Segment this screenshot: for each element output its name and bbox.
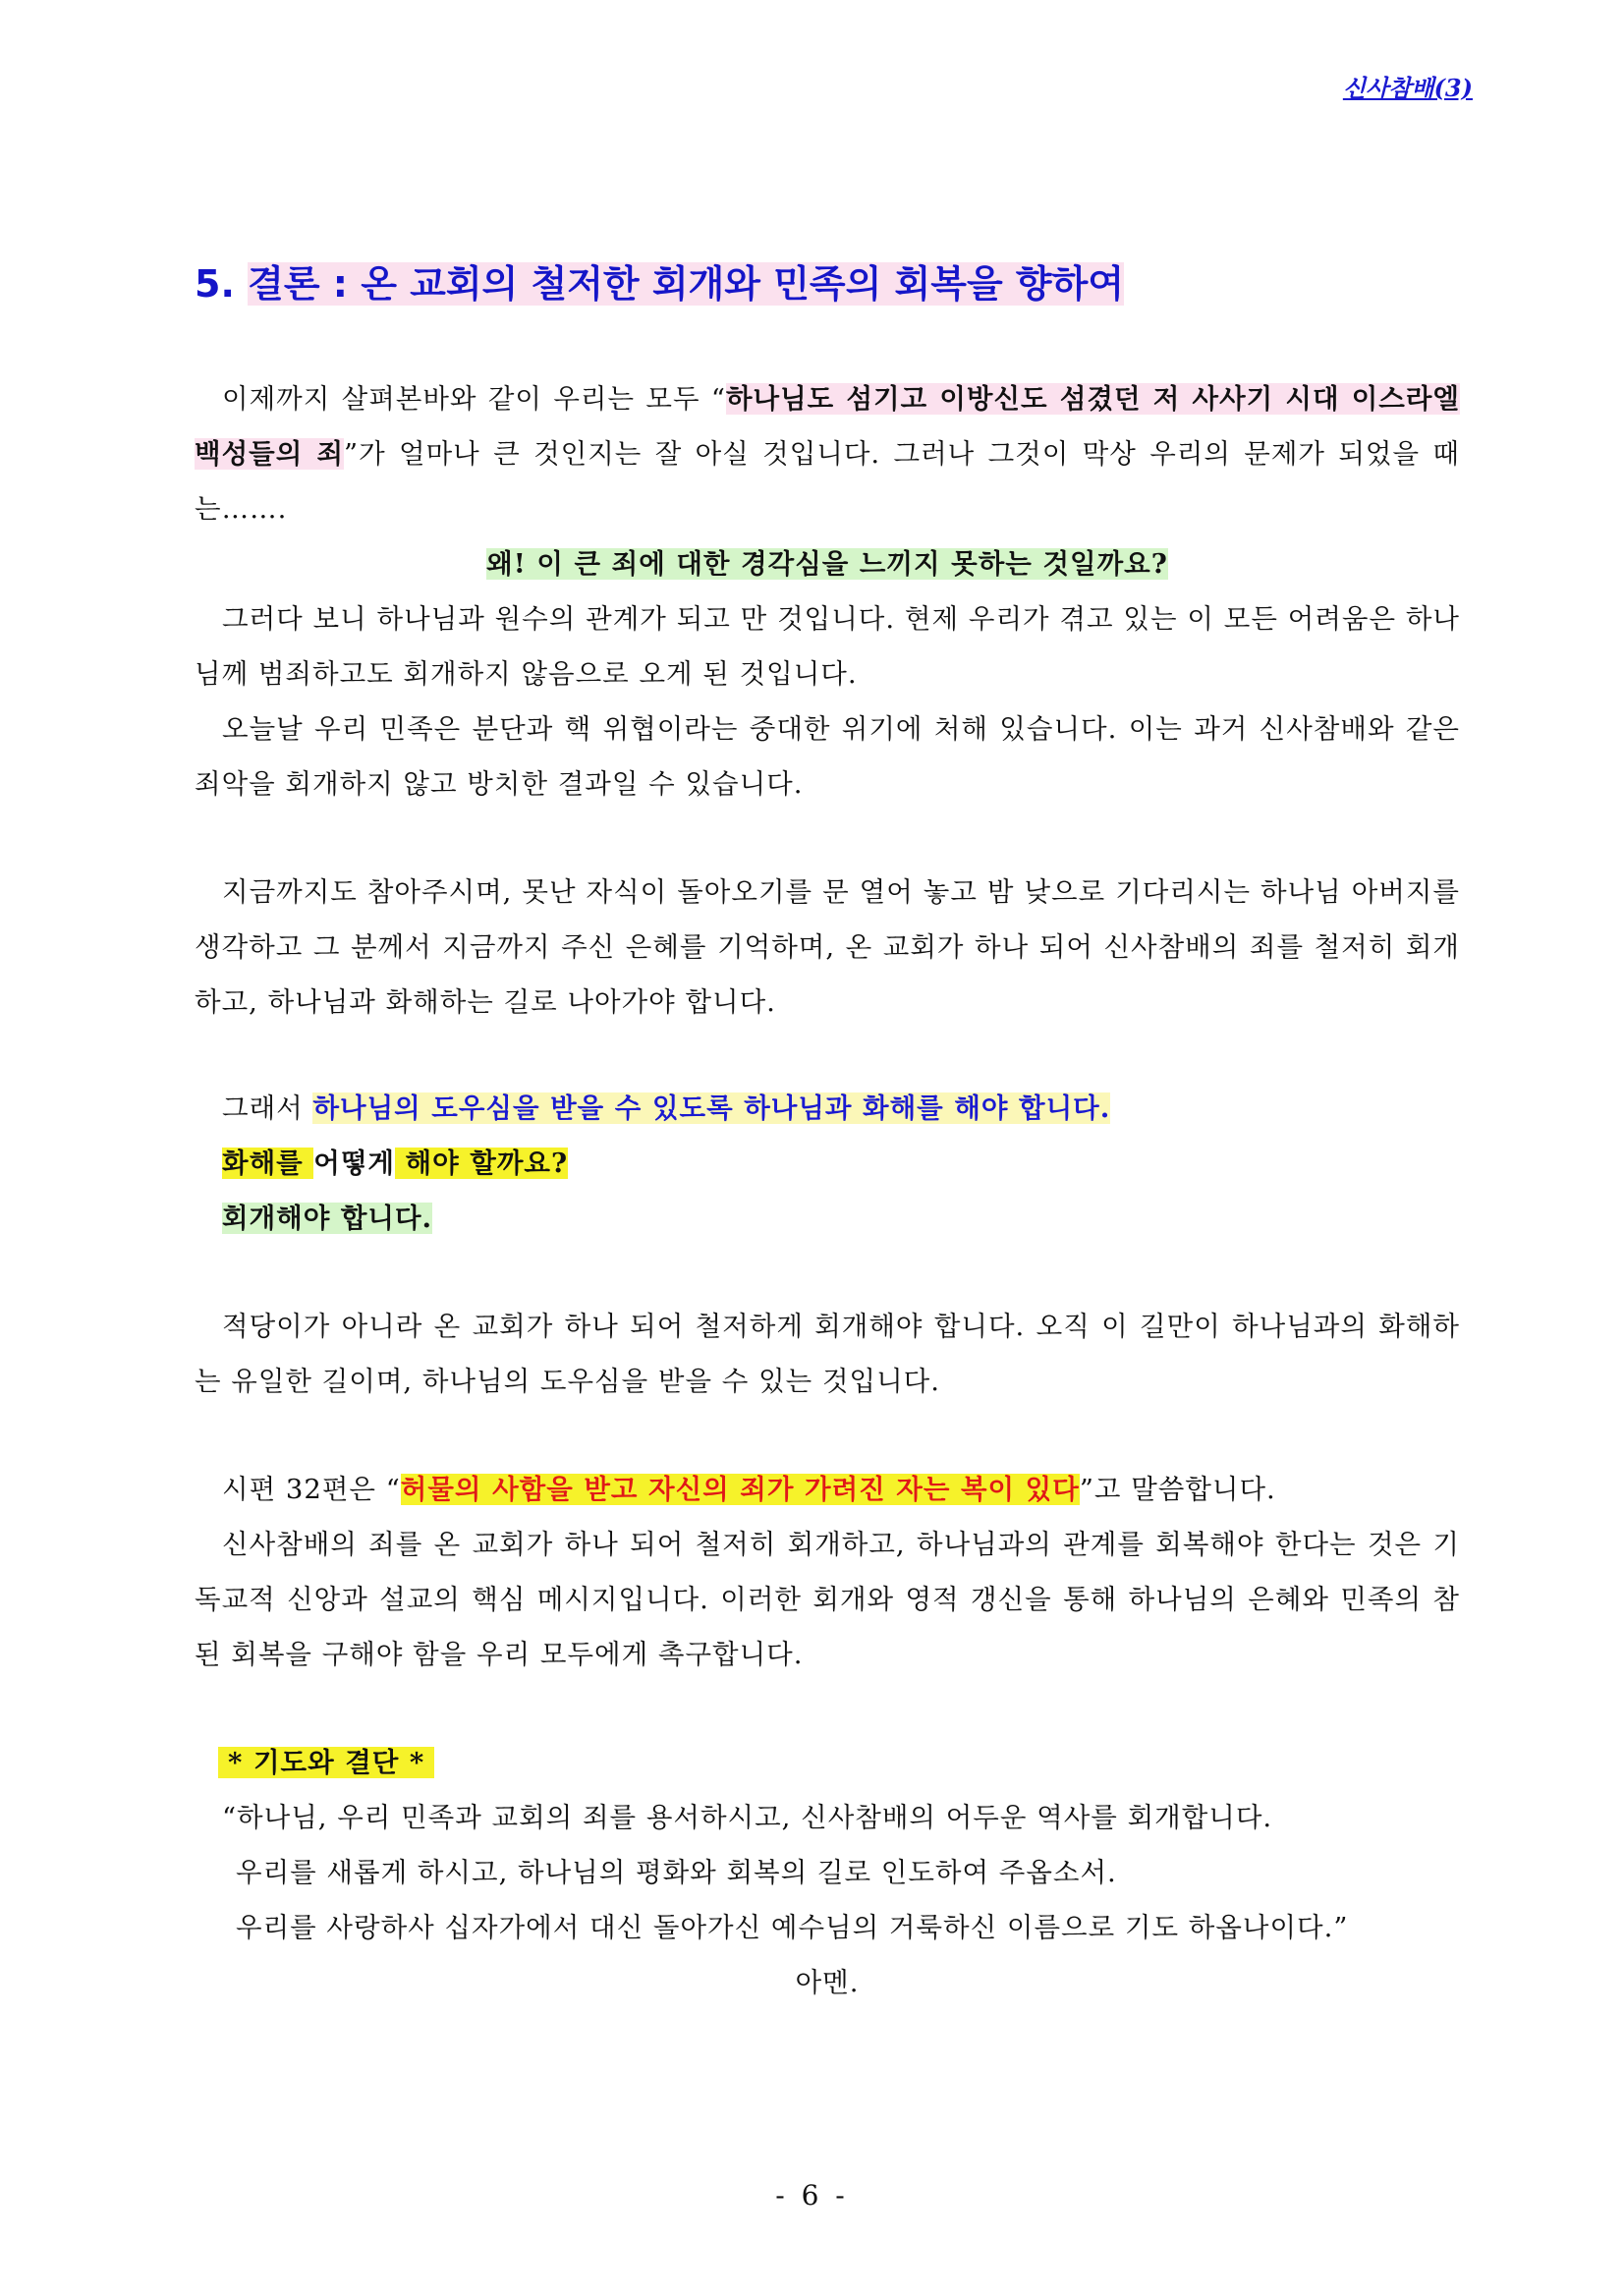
psalm-lead: 시편 32편은 “ [222,1474,401,1505]
running-header: 신사참배(3) [1342,74,1473,102]
section-number: 5. [195,262,235,306]
reconcile-highlight: 하나님의 도우심을 받을 수 있도록 하나님과 화해를 해야 합니다. [312,1092,1111,1124]
psalm-quote-highlight: 허물의 사함을 받고 자신의 죄가 가려진 자는 복이 있다 [400,1474,1080,1505]
amen-line: 아멘. [795,1967,860,1998]
section-heading [195,253,1124,308]
paragraph-crisis: 오늘날 우리 민족은 분단과 핵 위협이라는 중대한 위기에 처해 있습니다. 이는 과거 신사참배와 같은 죄악을 회개하지 않고 방치한 결과일 수 있습니다. [195,713,1460,800]
prayer-heading-line [218,1735,434,1790]
reconcile-line [222,1081,1110,1136]
paragraph-repentance: 지금까지도 참아주시며, 못난 자식이 돌아오기를 문 열어 놓고 밤 낮으로 기다리시는 하나님 아버지를 생각하고 그 분께서 지금까지 주신 은혜를 기억하며, 온 교회가 하나 되어 신사참배의 죄를 철저히 회개하고, 하나님과 화해하는 길로 나아가야 합니다. [195,876,1460,1018]
how-question-part-c: 해야 할까요? [394,1148,569,1179]
paragraph-conclusion: 신사참배의 죄를 온 교회가 하나 되어 철저히 회개하고, 하나님과의 관계를 회복해야 한다는 것은 기독교적 신앙과 설교의 핵심 메시지입니다. 이러한 회개와 영적 갱신을 통해 하나님의 은혜와 민족의 참된 회복을 구해야 함을 우리 모두에게 촉구합니다. [195,1529,1460,1670]
prayer-line-3: 우리를 사랑하사 십자가에서 대신 돌아가신 예수님의 거룩하신 이름으로 기도 하옵나이다.” [236,1912,1349,1943]
question-line [195,536,1460,591]
section-title-text: 결론 : 온 교회의 철저한 회개와 민족의 회복을 향하여 [248,262,1125,306]
intro-quote-highlight: 하나님도 섬기고 이방신도 섬겼던 저 사사기 시대 이스라엘 백성들의 죄 [195,383,1460,470]
paragraph-thorough: 적당이가 아니라 온 교회가 하나 되어 철저하게 회개해야 합니다. 오직 이 길만이 하나님과의 화해하는 유일한 길이며, 하나님의 도우심을 받을 수 있는 것입니다. [195,1311,1460,1397]
psalm-line [222,1462,1276,1517]
prayer-line-2: 우리를 새롭게 하시고, 하나님의 평화와 회복의 길로 인도하여 주옵소서. [236,1857,1117,1888]
intro-tail: ”가 얼마나 큰 것인지는 잘 아실 것입니다. 그러나 그것이 막상 우리의 문제가 되었을 때는……. [195,438,1460,525]
prayer-heading: * 기도와 결단 * [218,1747,434,1778]
paragraph-enmity: 그러다 보니 하나님과 원수의 관계가 되고 만 것입니다. 현제 우리가 겪고 있는 이 모든 어려움은 하나님께 범죄하고도 회개하지 않음으로 오게 된 것입니다. [195,603,1460,690]
how-question-part-b: 어떻게 [313,1148,395,1179]
paragraph-intro [195,371,1460,536]
reconcile-lead: 그래서 [222,1092,313,1124]
intro-lead: 이제까지 살펴본바와 같이 우리는 모두 “ [222,383,726,415]
repent-answer-highlight: 회개해야 합니다. [222,1203,433,1234]
prayer-line-1: “하나님, 우리 민족과 교회의 죄를 용서하시고, 신사참배의 어두운 역사를 회개합니다. [222,1802,1273,1833]
page-number: - 6 - [775,2179,849,2212]
question-highlight: 왜! 이 큰 죄에 대한 경각심을 느끼지 못하는 것일까요? [486,548,1168,580]
psalm-tail: ”고 말씀합니다. [1079,1474,1276,1505]
repent-answer-line [222,1191,432,1246]
how-question-part-a: 화해를 [222,1148,314,1179]
how-question-line [222,1136,568,1191]
